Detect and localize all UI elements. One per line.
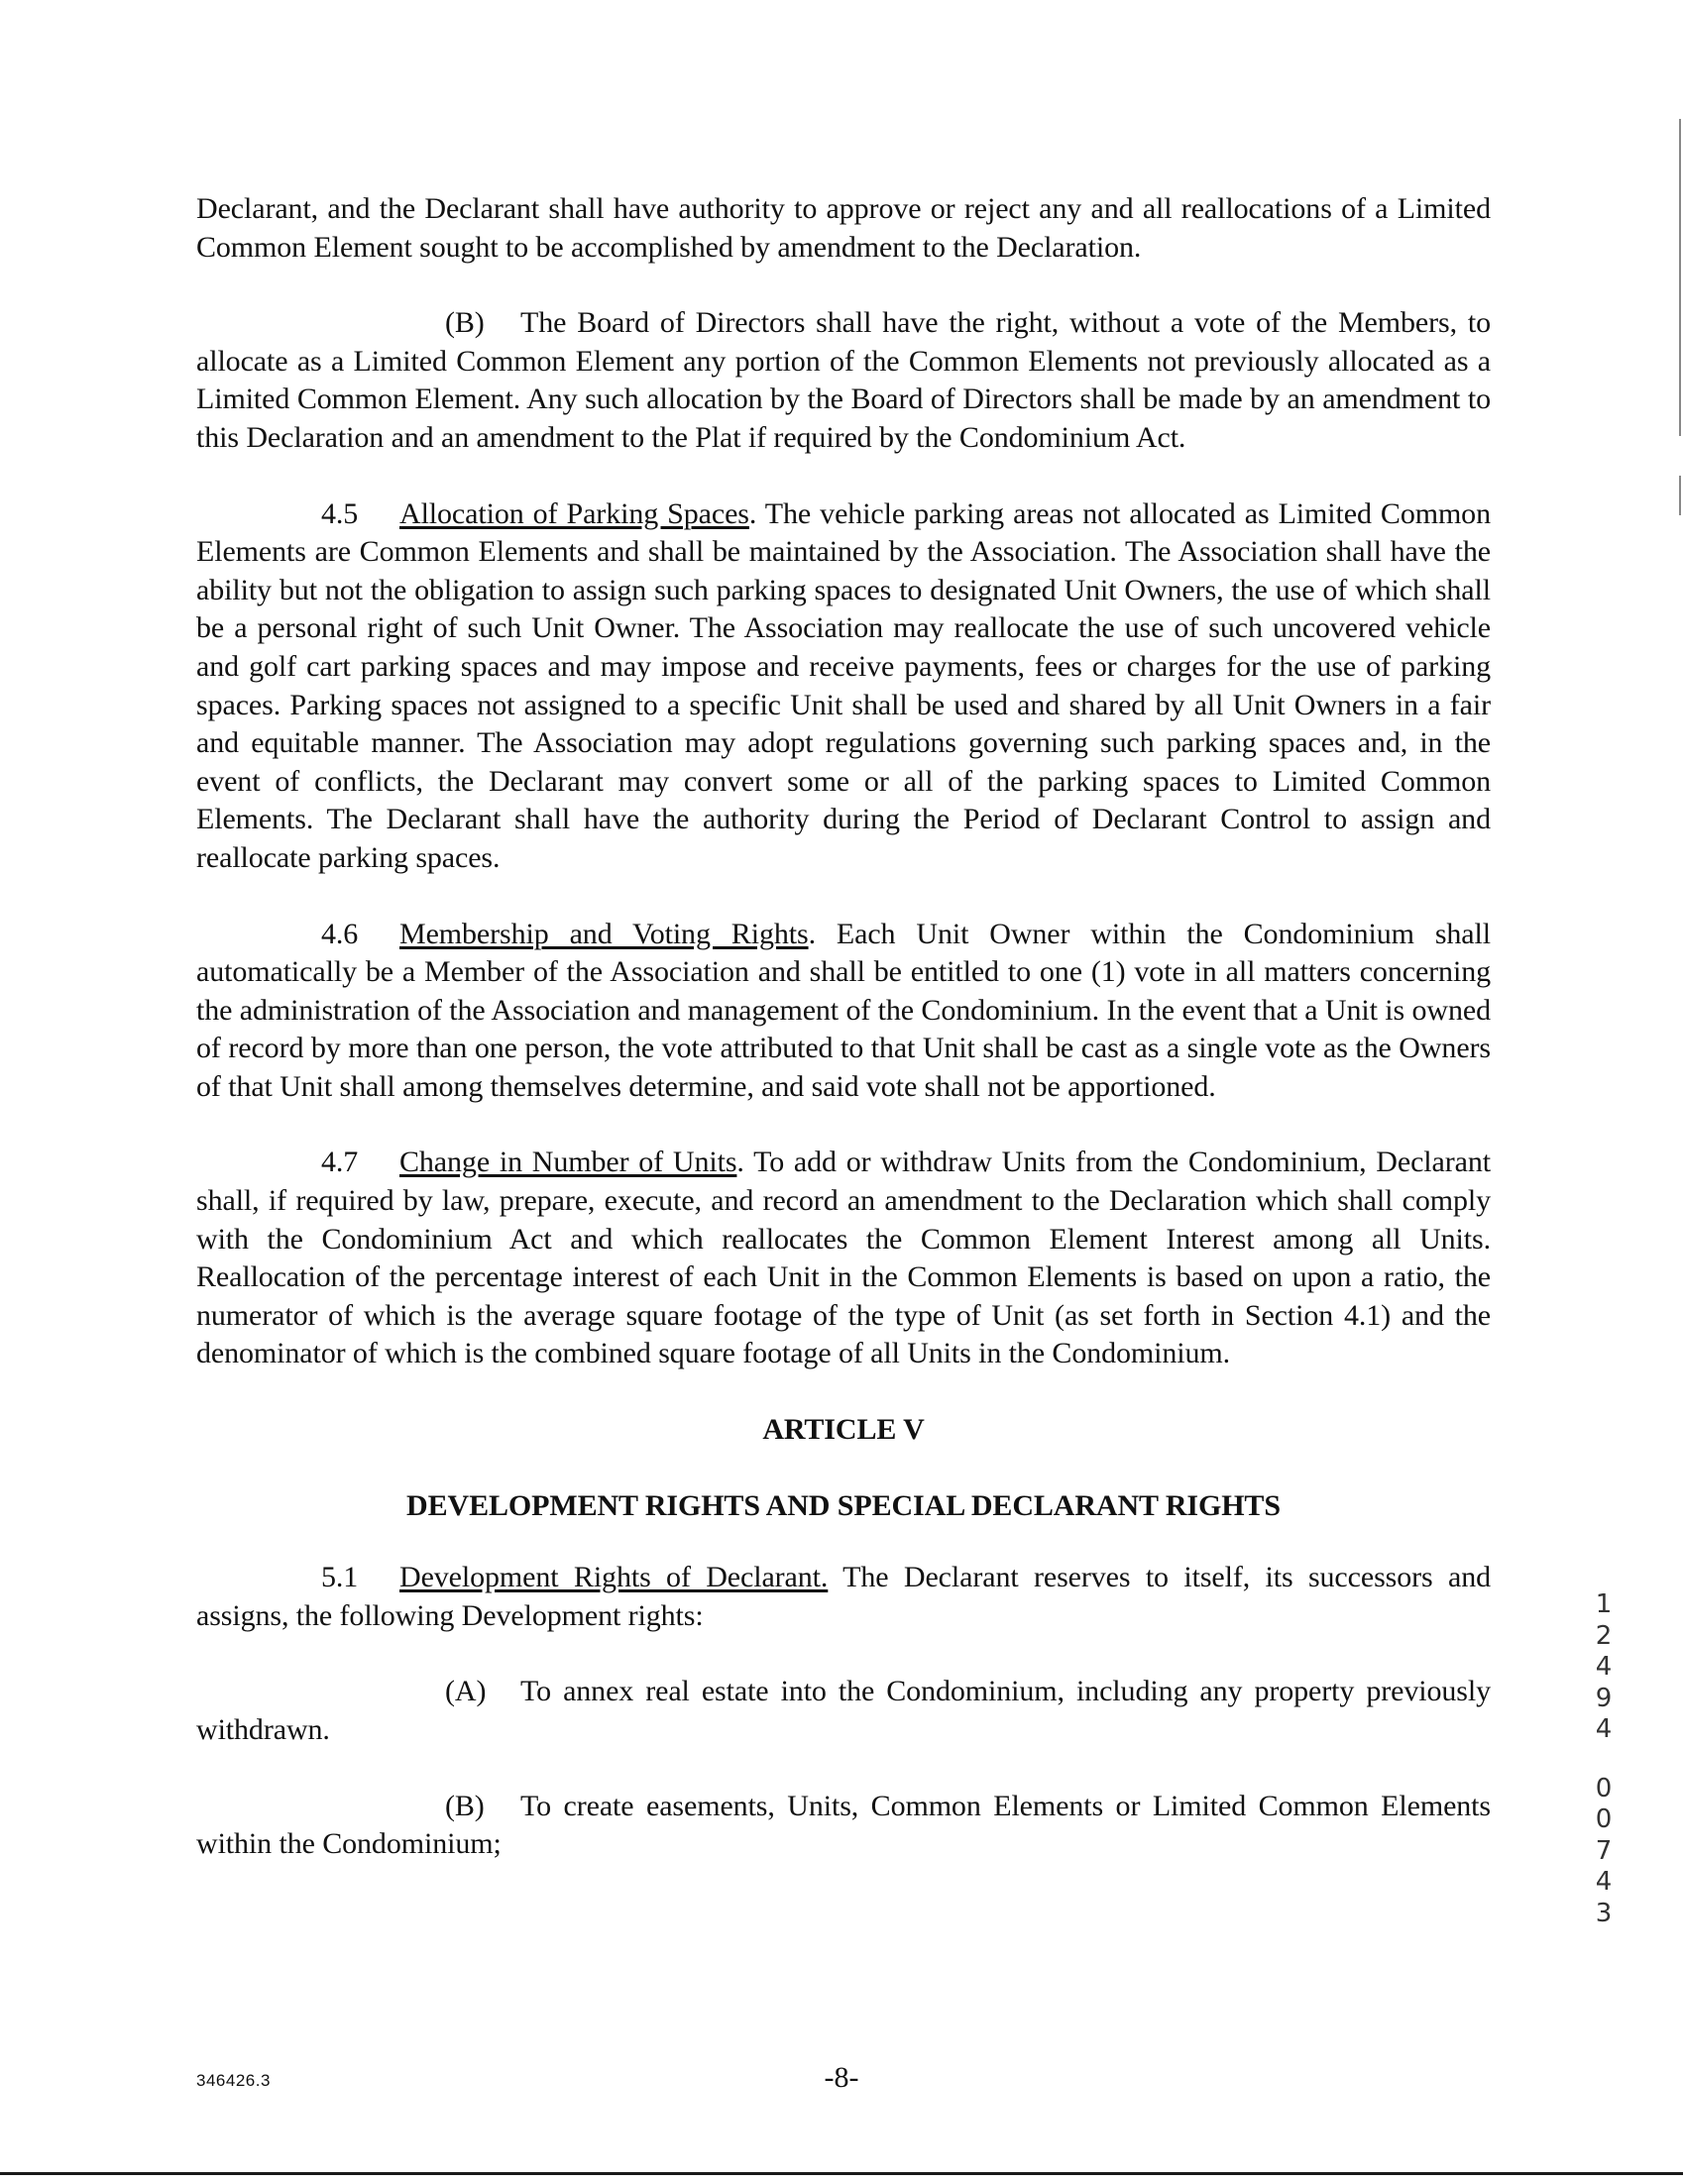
article-title: DEVELOPMENT RIGHTS AND SPECIAL DECLARANT RIGHTS: [406, 1488, 1281, 1522]
stamp-digit: 2: [1595, 1620, 1613, 1651]
section-number: 4.7: [321, 1146, 359, 1179]
scan-edge-line-middle: [1679, 476, 1681, 515]
section-title: Change in Number of Units: [399, 1146, 737, 1179]
stamp-digit: 4: [1595, 1867, 1613, 1897]
section-4-7: [196, 1144, 1491, 1373]
section-number: 4.6: [321, 917, 359, 950]
paragraph-5-1-a: [196, 1673, 1491, 1749]
stamp-digit: 4: [1595, 1652, 1613, 1682]
item-text: To create easements, Units, Common Elements or Limited Common Elements within the Condominium;: [196, 1789, 1491, 1861]
stamp-digit: 0: [1595, 1773, 1613, 1803]
stamp-digit: 7: [1595, 1835, 1613, 1866]
stamp-digit: 9: [1595, 1683, 1613, 1713]
paragraph-5-1-b: [196, 1788, 1491, 1864]
section-title: Membership and Voting Rights: [399, 917, 809, 950]
section-text: . To add or withdraw Units from the Condominium, Declarant shall, if required by law, prepare, execute, and record an amendment to the Declaration which shall comply with the Condominium Act and which reallocates the Common Element Interest among all Units. Reallocation of the percentage interest of each Unit in the Common Elements is based on upon a ratio, the numerator of which is the average square footage of the type of Unit (as set forth in Section 4.1) and the denominator of which is the combined square footage of all Units in the Condominium.: [196, 1146, 1491, 1370]
section-number: 5.1: [321, 1561, 359, 1594]
section-4-5: [196, 495, 1491, 878]
item-label: (A): [445, 1675, 487, 1708]
bottom-scan-border: [0, 2172, 1683, 2175]
section-title: Allocation of Parking Spaces: [399, 496, 749, 530]
document-id: 346426.3: [196, 2071, 271, 2090]
section-4-6: [196, 916, 1491, 1107]
document-body: [196, 190, 1491, 1902]
section-text: . The vehicle parking areas not allocated as Limited Common Elements are Common Elements and shall be maintained by the Association. The Association shall have the ability but not the obligation to assign such parking spaces to designated Unit Owners, the use of which shall be a personal right of such Unit Owner. The Association may reallocate the use of such uncovered vehicle and golf cart parking spaces and may impose and receive payments, fees or charges for the use of parking spaces. Parking spaces not assigned to a specific Unit shall be used and shared by all Unit Owners in a fair and equitable manner. The Association may adopt regulations governing such parking spaces and, in the event of conflicts, the Declarant may convert some or all of the parking spaces to Limited Common Elements. The Declarant shall have the authority during the Period of Declarant Control to assign and reallocate parking spaces.: [196, 496, 1491, 874]
stamp-digit: 3: [1595, 1898, 1613, 1928]
section-text: The Declarant reserves to itself, its successors and assigns, the following Development rights:: [196, 1561, 1491, 1632]
stamp-digit: 1: [1595, 1589, 1613, 1619]
section-title: Development Rights of Declarant.: [399, 1561, 829, 1594]
stamp-gap: [1590, 1746, 1618, 1774]
recording-number-stamp: [1590, 1589, 1618, 1929]
paragraph-continuation: Declarant, and the Declarant shall have authority to approve or reject any and all reallocations of a Limited Common Element sought to be accomplished by amendment to the Declaration.: [196, 192, 1491, 264]
item-text: The Board of Directors shall have the right, without a vote of the Members, to allocate as a Limited Common Element any portion of the Common Elements not previously allocated as a Limited Common Element. Any such allocation by the Board of Directors shall be made by an amendment to this Declaration and an amendment to the Plat if required by the Condominium Act.: [196, 306, 1491, 454]
page-number: -8-: [824, 2061, 859, 2094]
stamp-digit: 0: [1595, 1804, 1613, 1834]
paragraph-4-4-b: [196, 304, 1491, 457]
section-text: . Each Unit Owner within the Condominium shall automatically be a Member of the Association and shall be entitled to one (1) vote in all matters concerning the administration of the Association and management of the Condominium. In the event that a Unit is owned of record by more than one person, the vote attributed to that Unit shall be cast as a single vote as the Owners of that Unit shall among themselves determine, and said vote shall not be apportioned.: [196, 917, 1491, 1103]
section-number: 4.5: [321, 496, 359, 530]
item-label: (B): [445, 306, 485, 340]
item-label: (B): [445, 1789, 485, 1822]
section-5-1: [196, 1559, 1491, 1635]
article-heading: ARTICLE V: [762, 1413, 925, 1447]
item-text: To annex real estate into the Condominium, including any property previously withdrawn.: [196, 1675, 1491, 1746]
scan-edge-line-top: [1679, 119, 1681, 436]
stamp-digit: 4: [1595, 1714, 1613, 1744]
